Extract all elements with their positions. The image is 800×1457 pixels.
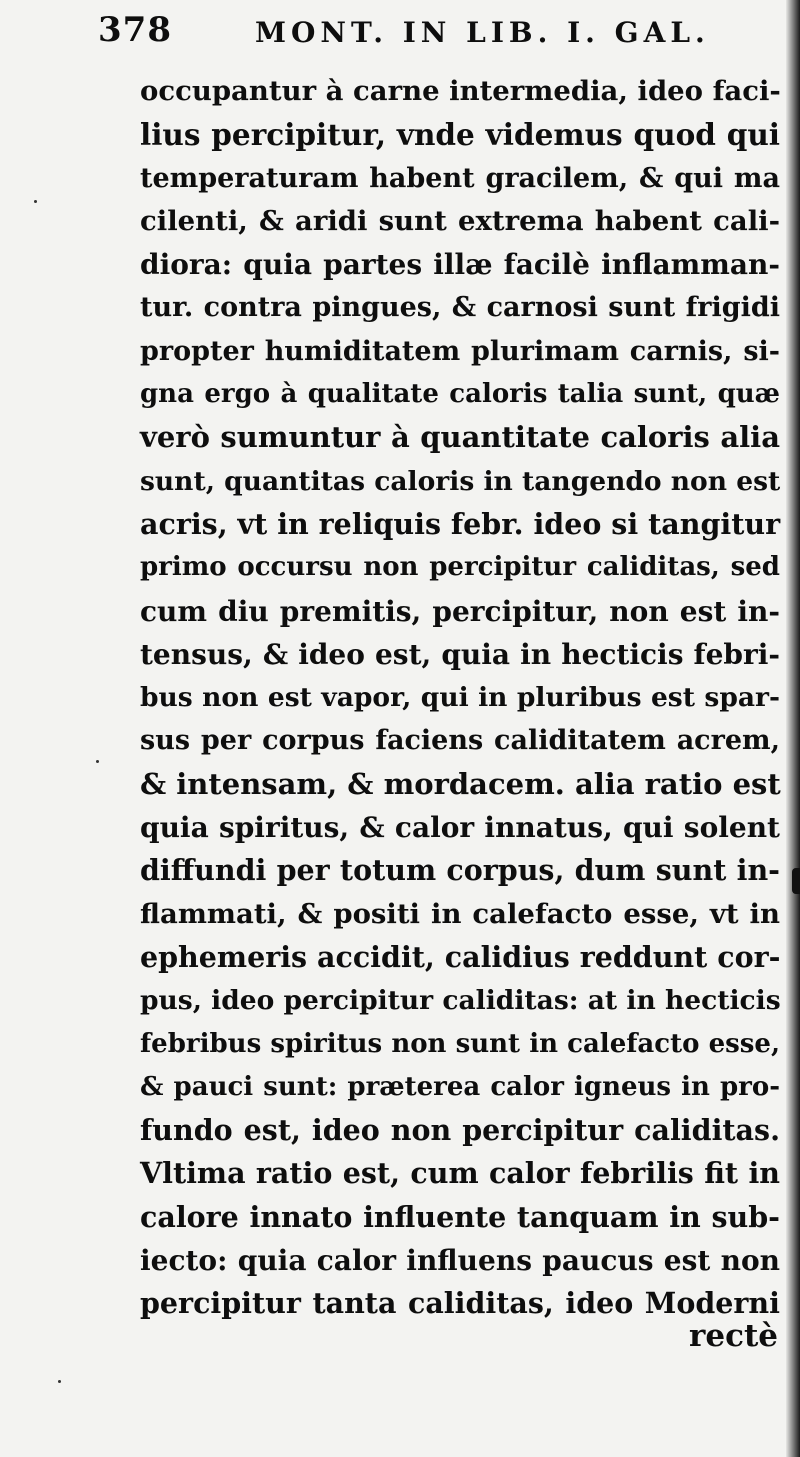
text-line: febribus spiritus non sunt in calefacto esse, [140, 1028, 780, 1059]
text-line: temperaturam habent gracilem, & qui ma [140, 162, 780, 194]
text-line: ephemeris accidit, calidius reddunt cor- [140, 939, 781, 974]
text-line: iecto: quia calor influens paucus est non [140, 1244, 780, 1278]
text-line: occupantur à carne intermedia, ideo faci- [140, 75, 781, 107]
text-line: & pauci sunt: præterea calor igneus in pro- [140, 1071, 780, 1102]
text-line: acris, vt in reliquis febr. ideo si tangitur [140, 506, 781, 541]
text-line: diffundi per totum corpus, dum sunt in- [140, 853, 780, 888]
text-line: verò sumuntur à quantitate caloris alia [140, 420, 780, 455]
text-line: tensus, & ideo est, quia in hecticis febri- [140, 637, 780, 671]
page-gutter-shadow [786, 0, 800, 1457]
text-line: Vltima ratio est, cum calor febrilis fit in [140, 1156, 780, 1191]
gutter-mark [792, 868, 800, 894]
text-line: propter humiditatem plurimam carnis, si- [140, 335, 780, 367]
text-line: cilenti, & aridi sunt extrema habent cali- [140, 204, 780, 237]
text-line: calore innato influente tanquam in sub- [140, 1199, 780, 1234]
ink-speck [58, 1380, 61, 1383]
text-line: tur. contra pingues, & carnosi sunt frigidi [140, 292, 780, 324]
text-line: fundo est, ideo non percipitur caliditas. [140, 1113, 780, 1148]
text-line: quia spiritus, & calor innatus, qui solent [140, 811, 780, 845]
text-line: sunt, quantitas caloris in tangendo non est [140, 465, 781, 497]
ink-speck [96, 760, 99, 763]
text-line: diora: quia partes illæ facilè inflamman- [140, 248, 780, 282]
text-line: gna ergo à qualitate caloris talia sunt, quæ [140, 379, 780, 410]
running-title: MONT. IN LIB. I. GAL. [255, 16, 710, 49]
text-line: percipitur tanta caliditas, ideo Moderni [140, 1286, 780, 1321]
page-number: 378 [98, 10, 172, 50]
text-line: bus non est vapor, qui in pluribus est spar- [140, 682, 780, 714]
text-line: flammati, & positi in calefacto esse, vt in [140, 897, 780, 930]
text-line: cum diu premitis, percipitur, non est in- [140, 594, 780, 628]
text-line: pus, ideo percipitur caliditas: at in hecticis [140, 985, 781, 1017]
text-line: lius percipitur, vnde videmus quod qui [140, 117, 780, 153]
body-text [140, 70, 780, 1326]
catchword: rectè [689, 1318, 778, 1354]
text-line: primo occursu non percipitur caliditas, sed [140, 552, 780, 583]
ink-speck [34, 200, 37, 203]
text-line: sus per corpus faciens caliditatem acrem, [140, 725, 780, 757]
text-line: & intensam, & mordacem. alia ratio est [140, 766, 781, 801]
